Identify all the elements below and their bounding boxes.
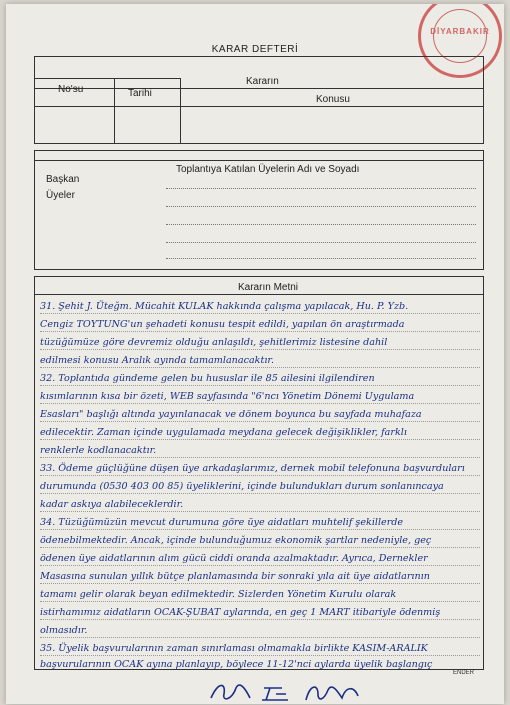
members-header: Toplantıya Katılan Üyelerin Adı ve Soyadı xyxy=(176,164,360,175)
text-line: tüzüğümüze göre devremiz olduğu anlaşıldı, şehitlerimiz listesine dahil xyxy=(40,337,388,348)
text-line: 31. Şehit J. Üteğm. Mücahit KULAK hakkında çalışma yapılacak, Hu. P. Yzb. xyxy=(40,301,409,312)
uyeler-label: Üyeler xyxy=(46,190,75,201)
decision-text-header: Kararın Metni xyxy=(238,282,299,293)
text-line: edilmesi konusu Aralık ayında tamamlanacaktır. xyxy=(40,355,274,366)
text-line: Masasına sunulan yıllık bütçe planlamasında bir sonraki yıla ait üye aidatlarının xyxy=(40,571,430,582)
text-line: 35. Üyelik başvurularının zaman sınırlaması olmamakla birlikte KASIM-ARALIK xyxy=(40,643,428,654)
text-line: tamamı gelir olarak beyan edilmektedir. Sizlerden Yönetim Kurulu olarak xyxy=(40,589,397,600)
ledger-page xyxy=(6,4,504,704)
signatures xyxy=(206,680,386,704)
col-nosu: No'su xyxy=(58,84,84,95)
text-line: renklerle kodlanacaktır. xyxy=(40,445,157,456)
baskan-label: Başkan xyxy=(46,174,80,185)
text-line: ödenebilmektedir. Ancak, içinde bulunduğumuz ekonomik şartlar nedeniyle, geç xyxy=(40,535,432,546)
ender-mark: ENDER xyxy=(452,670,474,676)
col-tarihi: Tarihi xyxy=(128,88,152,99)
col-konusu: Konusu xyxy=(316,94,350,105)
text-line: ödenen üye aidatlarının alım gücü ciddi oranda azalmaktadır. Ayrıca, Dernekler xyxy=(40,553,428,564)
text-line: edilecektir. Zaman içinde uygulamada meydana gelecek değişiklikler, farklı xyxy=(40,427,407,438)
text-line: kadar askıya alabileceklerdir. xyxy=(40,499,184,510)
text-line: istirhamımız aidatların OCAK-ŞUBAT aylarında, en geç 1 MART itibariyle ödenmiş xyxy=(40,607,441,618)
text-line: Cengiz TOYTUNG'un şehadeti konusu tespit edildi, yapılan ön araştırmada xyxy=(40,319,405,330)
text-line: başvurularının OCAK ayına planlayıp, böylece 11-12'nci aylarda üyelik başlangıç xyxy=(40,659,433,670)
document-title: KARAR DEFTERİ xyxy=(211,44,299,55)
text-line: 32. Toplantıda gündeme gelen bu hususlar ile 85 ailesini ilgilendiren xyxy=(40,373,375,384)
text-line: kısımlarının kısa bir özeti, WEB sayfasında "6'ncı Yönetim Dönemi Uygulama xyxy=(40,391,415,402)
decision-header: Kararın xyxy=(246,76,279,87)
text-line: 33. Ödeme güçlüğüne düşen üye arkadaşlarımız, dernek mobil telefonuna başvurduları xyxy=(40,463,465,474)
text-line: 34. Tüzüğümüzün mevcut durumuna göre üye aidatları muhtelif şekillerde xyxy=(40,517,404,528)
seal-text: DİYARBAKIR xyxy=(430,27,490,36)
text-line: Esasları" başlığı altında yayınlanacak ve dönem boyunca bu sayfada muhafaza xyxy=(40,409,422,420)
decision-table xyxy=(34,56,484,144)
text-line: olmasıdır. xyxy=(40,625,88,636)
text-line: durumunda (0530 403 00 85) üyeliklerini, içinde bulundukları durum sonlanıncaya xyxy=(40,481,444,492)
